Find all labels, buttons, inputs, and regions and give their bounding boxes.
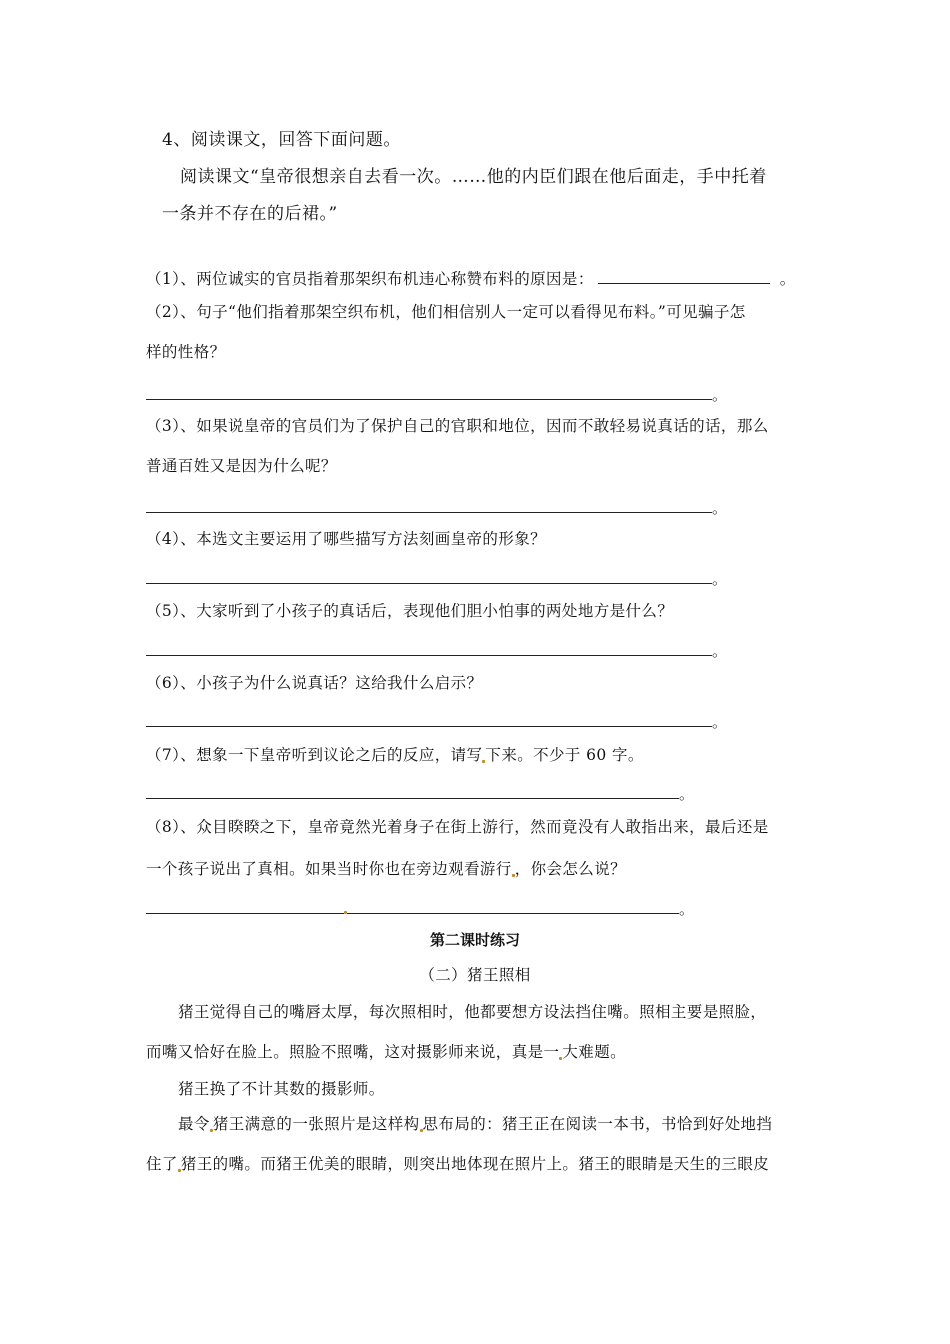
question-7: （7）、想象一下皇帝听到议论之后的反应，请写 下来。不少于 60 字。 [146,746,644,764]
story-paragraph-1-line-1: 猪王觉得自己的嘴唇太厚，每次照相时，他都要想方设法挡住嘴。照相主要是照脸， [178,1003,767,1021]
answer-blank-2[interactable]: 。 [146,388,727,403]
question-4-heading: 4、阅读课文，回答下面问题。 [162,130,401,150]
answer-blank-5[interactable]: 。 [146,644,727,659]
passage-line-1: 阅读课文“皇帝很想亲自去看一次。……他的内臣们跟在他后面走，手中托着 [180,167,767,187]
answer-blank-7[interactable]: 。 [146,787,694,802]
story-paragraph-1-line-2: 而嘴又恰好在脸上。照脸不照嘴，这对摄影师来说，真是一 大难题。 [146,1043,627,1061]
passage-line-2: 一条并不存在的后裙。” [162,204,338,224]
question-1 [146,271,796,288]
answer-blank-3[interactable]: 。 [146,501,727,516]
story-paragraph-3-line-2: 住了 猪王的嘴。而猪王优美的眼睛，则突出地体现在照片上。猪王的眼睛是天生的三眼皮 [146,1155,770,1173]
question-4: （4）、本选文主要运用了哪些描写方法刻画皇帝的形象？ [146,530,547,548]
question-5: （5）、大家听到了小孩子的真话后，表现他们胆小怕事的两处地方是什么？ [146,602,674,620]
story-title: （二）猪王照相 [419,966,531,984]
question-3-line-1: （3）、如果说皇帝的官员们为了保护自己的官职和地位，因而不敢轻易说真话的话，那么 [146,417,769,435]
question-6: （6）、小孩子为什么说真话？这给我什么启示？ [146,674,483,692]
question-1-text: （1）、两位诚实的官员指着那架织布机违心称赞布料的原因是： [146,270,594,288]
answer-blank-1[interactable] [598,271,770,284]
question-2-line-1: （2）、句子“他们指着那架空织布机，他们相信别人一定可以看得见布料。”可见骗子怎 [146,303,746,321]
story-paragraph-2: 猪王换了不计其数的摄影师。 [178,1080,385,1098]
question-8-line-2: 一个孩子说出了真相。如果当时你也在旁边观看游行 ，你会怎么说？ [146,860,627,878]
question-3-line-2: 普通百姓又是因为什么呢？ [146,457,337,475]
question-2-line-2: 样的性格？ [146,343,226,361]
story-paragraph-3-line-1: 最令 猪王满意的一张照片是这样构 思布局的：猪王正在阅读一本书，书恰到好处地挡 [178,1115,773,1133]
answer-blank-4[interactable]: 。 [146,572,727,587]
question-8-line-1: （8）、众目睽睽之下，皇帝竟然光着身子在街上游行，然而竟没有人敢指出来，最后还是 [146,818,769,836]
answer-blank-8[interactable]: 。 [146,902,694,917]
question-1-end: 。 [779,270,796,288]
answer-blank-6[interactable]: 。 [146,715,727,730]
section-title: 第二课时练习 [429,931,520,949]
